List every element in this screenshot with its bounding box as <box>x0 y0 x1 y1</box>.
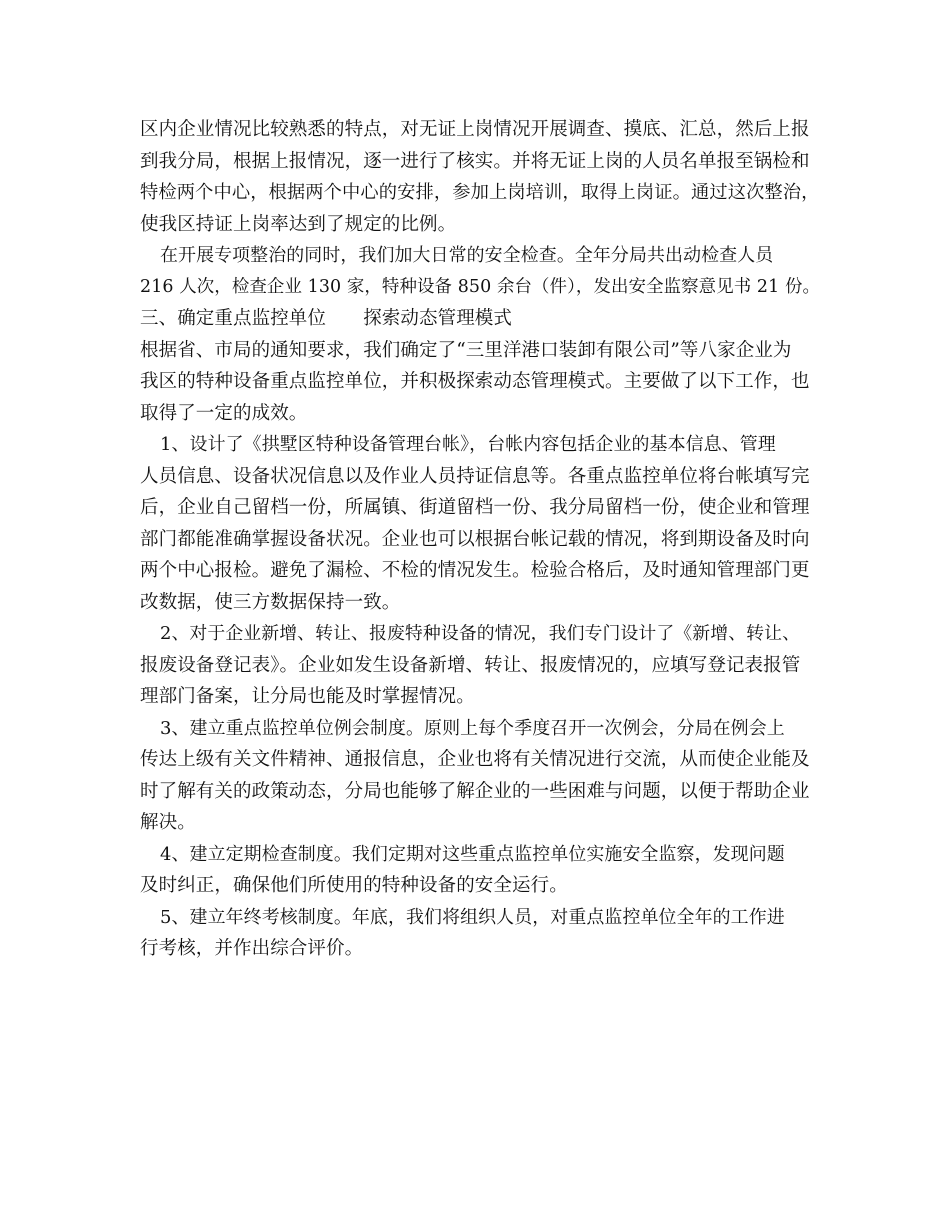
text-line: 部门都能准确掌握设备状况。企业也可以根据台帐记载的情况，将到期设备及时向 <box>140 528 810 550</box>
text-line: 改数据，使三方数据保持一致。 <box>140 591 401 613</box>
text-line: 三、确定重点监控单位 探索动态管理模式 <box>140 308 513 329</box>
text-line: 两个中心报检。避免了漏检、不检的情况发生。检验合格后，及时通知管理部门更 <box>140 560 810 581</box>
text-line: 根据省、市局的通知要求，我们确定了“三里洋港口装卸有限公司”等八家企业为 <box>140 339 792 361</box>
text-line: 理部门备案，让分局也能及时掌握情况。 <box>140 686 475 707</box>
text-line: 特检两个中心，根据两个中心的安排，参加上岗培训，取得上岗证。通过这次整治， <box>140 182 820 203</box>
text-line: 解决。 <box>140 812 196 833</box>
text-line: 216 人次，检查企业 130 家，特种设备 850 余台（件），发出安全监察意见书 21 份。 <box>140 276 821 297</box>
text-line: 4、建立定期检查制度。我们定期对这些重点监控单位实施安全监察，发现问题 <box>160 843 785 865</box>
text-line: 取得了一定的成效。 <box>140 402 308 424</box>
text-line: 在开展专项整治的同时，我们加大日常的安全检查。全年分局共出动检查人员 <box>160 245 774 266</box>
text-line: 及时纠正，确保他们所使用的特种设备的安全运行。 <box>140 875 568 896</box>
text-line: 时了解有关的政策动态，分局也能够了解企业的一些困难与问题，以便于帮助企业 <box>140 780 810 802</box>
text-line: 到我分局，根据上报情况，逐一进行了核实。并将无证上岗的人员名单报至锅检和 <box>140 150 810 172</box>
text-line: 我区的特种设备重点监控单位，并积极探索动态管理模式。主要做了以下工作，也 <box>140 371 810 392</box>
text-line: 人员信息、设备状况信息以及作业人员持证信息等。各重点监控单位将台帐填写完 <box>140 465 810 487</box>
text-line: 3、建立重点监控单位例会制度。原则上每个季度召开一次例会，分局在例会上 <box>160 717 785 739</box>
text-line: 1、设计了《拱墅区特种设备管理台帐》，台帐内容包括企业的基本信息、管理 <box>160 434 776 455</box>
text-line: 报废设备登记表》。企业如发生设备新增、转让、报废情况的，应填写登记表报管 <box>140 654 801 676</box>
text-line: 使我区持证上岗率达到了规定的比例。 <box>140 213 457 235</box>
text-line: 后，企业自己留档一份，所属镇、街道留档一份、我分局留档一份，使企业和管理 <box>140 497 810 518</box>
text-line: 2、对于企业新增、转让、报废特种设备的情况，我们专门设计了《新增、转让、 <box>160 623 801 644</box>
document-page <box>140 114 820 965</box>
text-line: 5、建立年终考核制度。年底，我们将组织人员，对重点监控单位全年的工作进 <box>160 906 785 928</box>
text-line: 传达上级有关文件精神、通报信息，企业也将有关情况进行交流，从而使企业能及 <box>140 749 810 770</box>
text-line: 区内企业情况比较熟悉的特点，对无证上岗情况开展调查、摸底、汇总，然后上报 <box>140 119 810 140</box>
text-line: 行考核，并作出综合评价。 <box>140 938 364 959</box>
